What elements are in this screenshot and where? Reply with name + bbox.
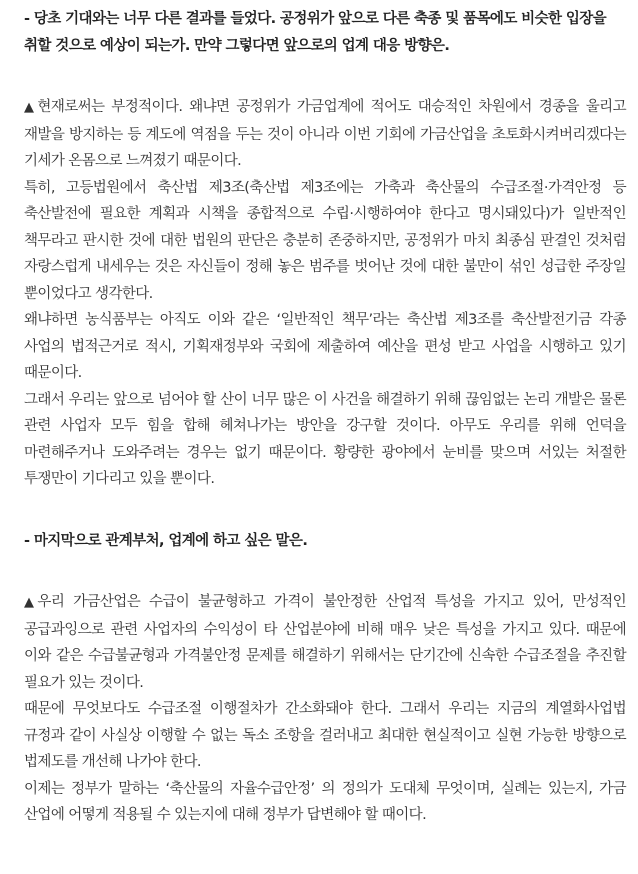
answer-paragraph: 때문에 무엇보다도 수급조절 이행절차가 간소화돼야 한다. 그래서 우리는 지금의 계열화사업법 규정과 같이 사실상 이행할 수 없는 독소 조항을 걸러내고 최대한 현실적이고 실현 가능한 방향으로 법제도를 개선해 나가야 한다. (24, 701, 626, 770)
triangle-marker-icon: ▲ (24, 100, 34, 115)
answer-paragraph (24, 94, 626, 175)
answer-paragraph: 왜냐하면 농식품부는 아직도 이와 같은 ‘일반적인 책무’라는 축산법 제3조를 축산발전기금 각종 사업의 법적근거로 적시, 기획재정부와 국회에 제출하여 예산을 편성 받고 사업을 시행하고 있기 때문이다. (24, 312, 626, 381)
question-heading: - 마지막으로 관계부처, 업계에 하고 싶은 말은. (24, 532, 308, 549)
answer-paragraph: 그래서 우리는 앞으로 넘어야 할 산이 너무 많은 이 사건을 해결하기 위해 끊임없는 논리 개발은 물론 관련 사업자 모두 힘을 합해 헤쳐나가는 방안을 강구할 것이다. 아무도 우리를 위해 언덕을 마련해주거나 도와주려는 경우는 없기 때문이다. 황량한 광야에서 눈비를 맞으며 서있는 처절한 투쟁만이 기다리고 있을 뿐이다. (24, 391, 626, 487)
answer-paragraph: 특히, 고등법원에서 축산법 제3조(축산법 제3조에는 가축과 축산물의 수급조절·가격안정 등 축산발전에 필요한 계획과 시책을 종합적으로 수립·시행하여야 한다고 명시돼있다)가 일반적인 책무라고 판시한 것에 대한 법원의 판단은 충분히 존중하지만, 공정위가 마치 최종심 판결인 것처럼 자랑스럽게 내세우는 것은 자신들이 정해 놓은 범주를 벗어난 것에 대한 불만이 섞인 성급한 주장일 뿐이었다고 생각한다. (24, 179, 626, 302)
question-heading: - 당초 기대와는 너무 다른 결과를 들었다. 공정위가 앞으로 다른 축종 및 품목에도 비슷한 입장을 취할 것으로 예상이 되는가. 만약 그렇다면 앞으로의 업계 대응 방향은. (24, 11, 607, 54)
answer-text: 현재로써는 부정적이다. 왜냐면 공정위가 가금업계에 적어도 대승적인 차원에서 경종을 울리고 재발을 방지하는 등 계도에 역점을 두는 것이 아니라 이번 기회에 가금산업을 초토화시켜버리겠다는 기세가 온몸으로 느껴졌기 때문이다. (24, 99, 626, 169)
spacer (24, 59, 626, 94)
answer-paragraph (24, 589, 626, 696)
spacer (24, 493, 626, 528)
answer-paragraph: 이제는 정부가 말하는 ‘축산물의 자율수급안정’ 의 정의가 도대체 무엇이며, 실례는 있는지, 가금 산업에 어떻게 적용될 수 있는지에 대해 정부가 답변해야 할 때이다. (24, 780, 626, 823)
spacer (24, 554, 626, 589)
answer-text: 우리 가금산업은 수급이 불균형하고 가격이 불안정한 산업적 특성을 가지고 있어, 만성적인 공급과잉으로 관련 사업자의 수익성이 타 산업분야에 비해 매우 낮은 특성을 가지고 있다. 때문에 이와 같은 수급불균형과 가격불안정 문제를 해결하기 위해서는 단기간에 신속한 수급조절을 추진할 필요가 있는 것이다. (24, 594, 626, 691)
triangle-marker-icon: ▲ (24, 595, 34, 610)
